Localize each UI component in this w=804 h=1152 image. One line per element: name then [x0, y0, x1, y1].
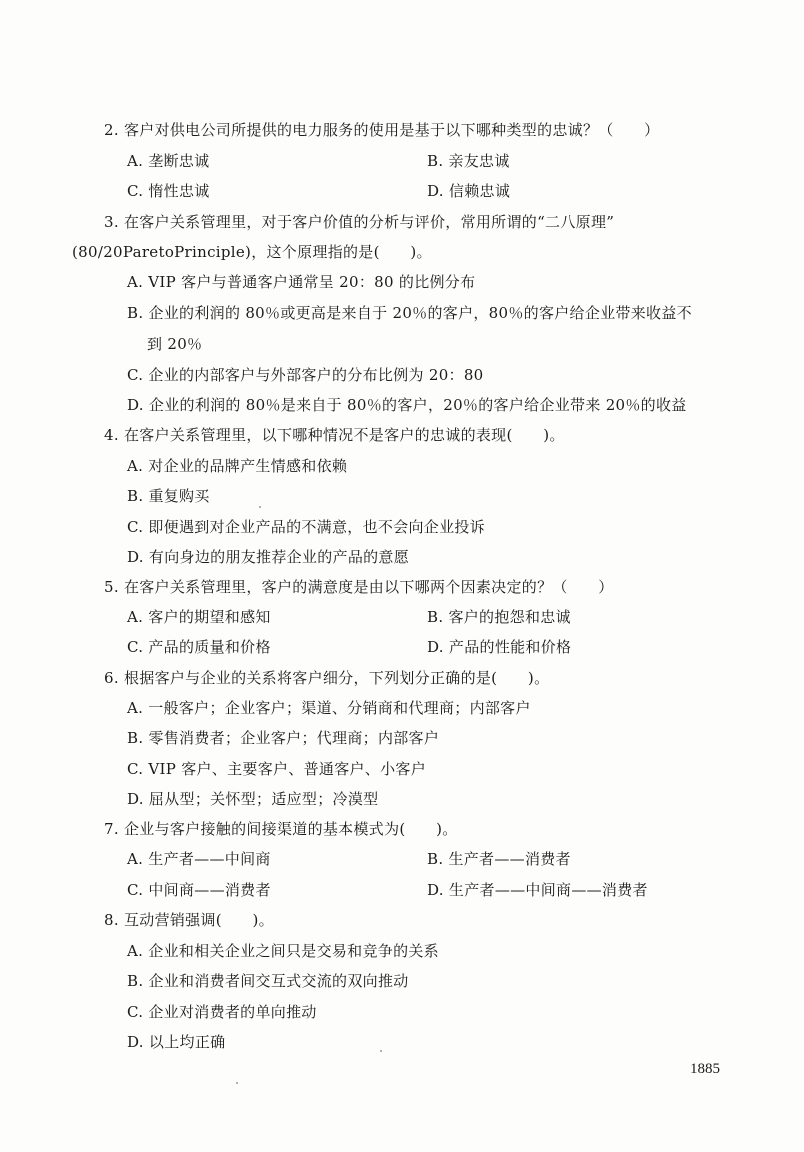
question-2-stem: 2. 客户对供电公司所提供的电力服务的使用是基于以下哪种类型的忠诚？（ ） [104, 121, 660, 139]
question-6-stem: 6. 根据客户与企业的关系将客户细分，下列划分正确的是( )。 [104, 669, 550, 687]
question-2-option-a: A. 垄断忠诚 [127, 152, 210, 170]
question-3-option-c: C. 企业的内部客户与外部客户的分布比例为 20：80 [127, 366, 484, 384]
question-5-stem: 5. 在客户关系管理里，客户的满意度是由以下哪两个因素决定的？（ ） [104, 578, 614, 596]
question-3-option-a: A. VIP 客户与普通客户通常呈 20：80 的比例分布 [127, 273, 476, 291]
question-2-option-c: C. 惰性忠诚 [127, 182, 210, 200]
question-7-option-a: A. 生产者——中间商 [127, 850, 271, 868]
question-2-option-d: D. 信赖忠诚 [427, 182, 511, 200]
question-6-option-b: B. 零售消费者；企业客户；代理商；内部客户 [127, 729, 440, 747]
question-5-option-b: B. 客户的抱怨和忠诚 [427, 608, 571, 626]
question-2-option-b: B. 亲友忠诚 [427, 152, 510, 170]
question-3-stem: 3. 在客户关系管理里，对于客户价值的分析与评价，常用所谓的“二八原理” [104, 213, 615, 231]
question-6-option-c: C. VIP 客户、主要客户、普通客户、小客户 [127, 760, 426, 778]
scan-speck [259, 506, 261, 508]
question-4-stem: 4. 在客户关系管理里，以下哪种情况不是客户的忠诚的表现( )。 [104, 426, 565, 444]
question-6-option-a: A. 一般客户；企业客户；渠道、分销商和代理商；内部客户 [127, 699, 531, 717]
question-8-option-d: D. 以上均正确 [127, 1033, 226, 1051]
question-7-option-b: B. 生产者——消费者 [427, 850, 571, 868]
question-7-option-c: C. 中间商——消费者 [127, 881, 271, 899]
question-7-option-d: D. 生产者——中间商——消费者 [427, 881, 648, 899]
question-5-option-c: C. 产品的质量和价格 [127, 638, 271, 656]
question-8-option-c: C. 企业对消费者的单向推动 [127, 1003, 317, 1021]
question-4-option-d: D. 有向身边的朋友推荐企业的产品的意愿 [127, 548, 410, 566]
question-4-option-c: C. 即便遇到对企业产品的不满意，也不会向企业投诉 [127, 518, 485, 536]
question-6-option-d: D. 屈从型；关怀型；适应型；冷漠型 [127, 790, 379, 808]
question-5-option-a: A. 客户的期望和感知 [127, 608, 271, 626]
question-8-option-b: B. 企业和消费者间交互式交流的双向推动 [127, 972, 409, 990]
question-3-option-d: D. 企业的利润的 80％是来自于 80％的客户，20％的客户给企业带来 20％的收益 [127, 396, 687, 414]
scan-speck [236, 1082, 238, 1084]
question-5-option-d: D. 产品的性能和价格 [427, 638, 572, 656]
question-3-option-b: B. 企业的利润的 80％或更高是来自于 20％的客户，80％的客户给企业带来收益不 [127, 304, 692, 322]
question-4-option-a: A. 对企业的品牌产生情感和依赖 [127, 457, 348, 475]
scan-speck [380, 1050, 382, 1052]
question-3-stem-continued: (80/20ParetoPrinciple)，这个原理指的是( )。 [72, 243, 432, 261]
question-3-option-b-continued: 到 20％ [147, 335, 203, 353]
question-7-stem: 7. 企业与客户接触的间接渠道的基本模式为( )。 [104, 820, 458, 838]
page-number: 1885 [690, 1061, 720, 1077]
question-8-stem: 8. 互动营销强调( )。 [104, 911, 274, 929]
question-4-option-b: B. 重复购买 [127, 487, 210, 505]
question-8-option-a: A. 企业和相关企业之间只是交易和竞争的关系 [127, 942, 439, 960]
